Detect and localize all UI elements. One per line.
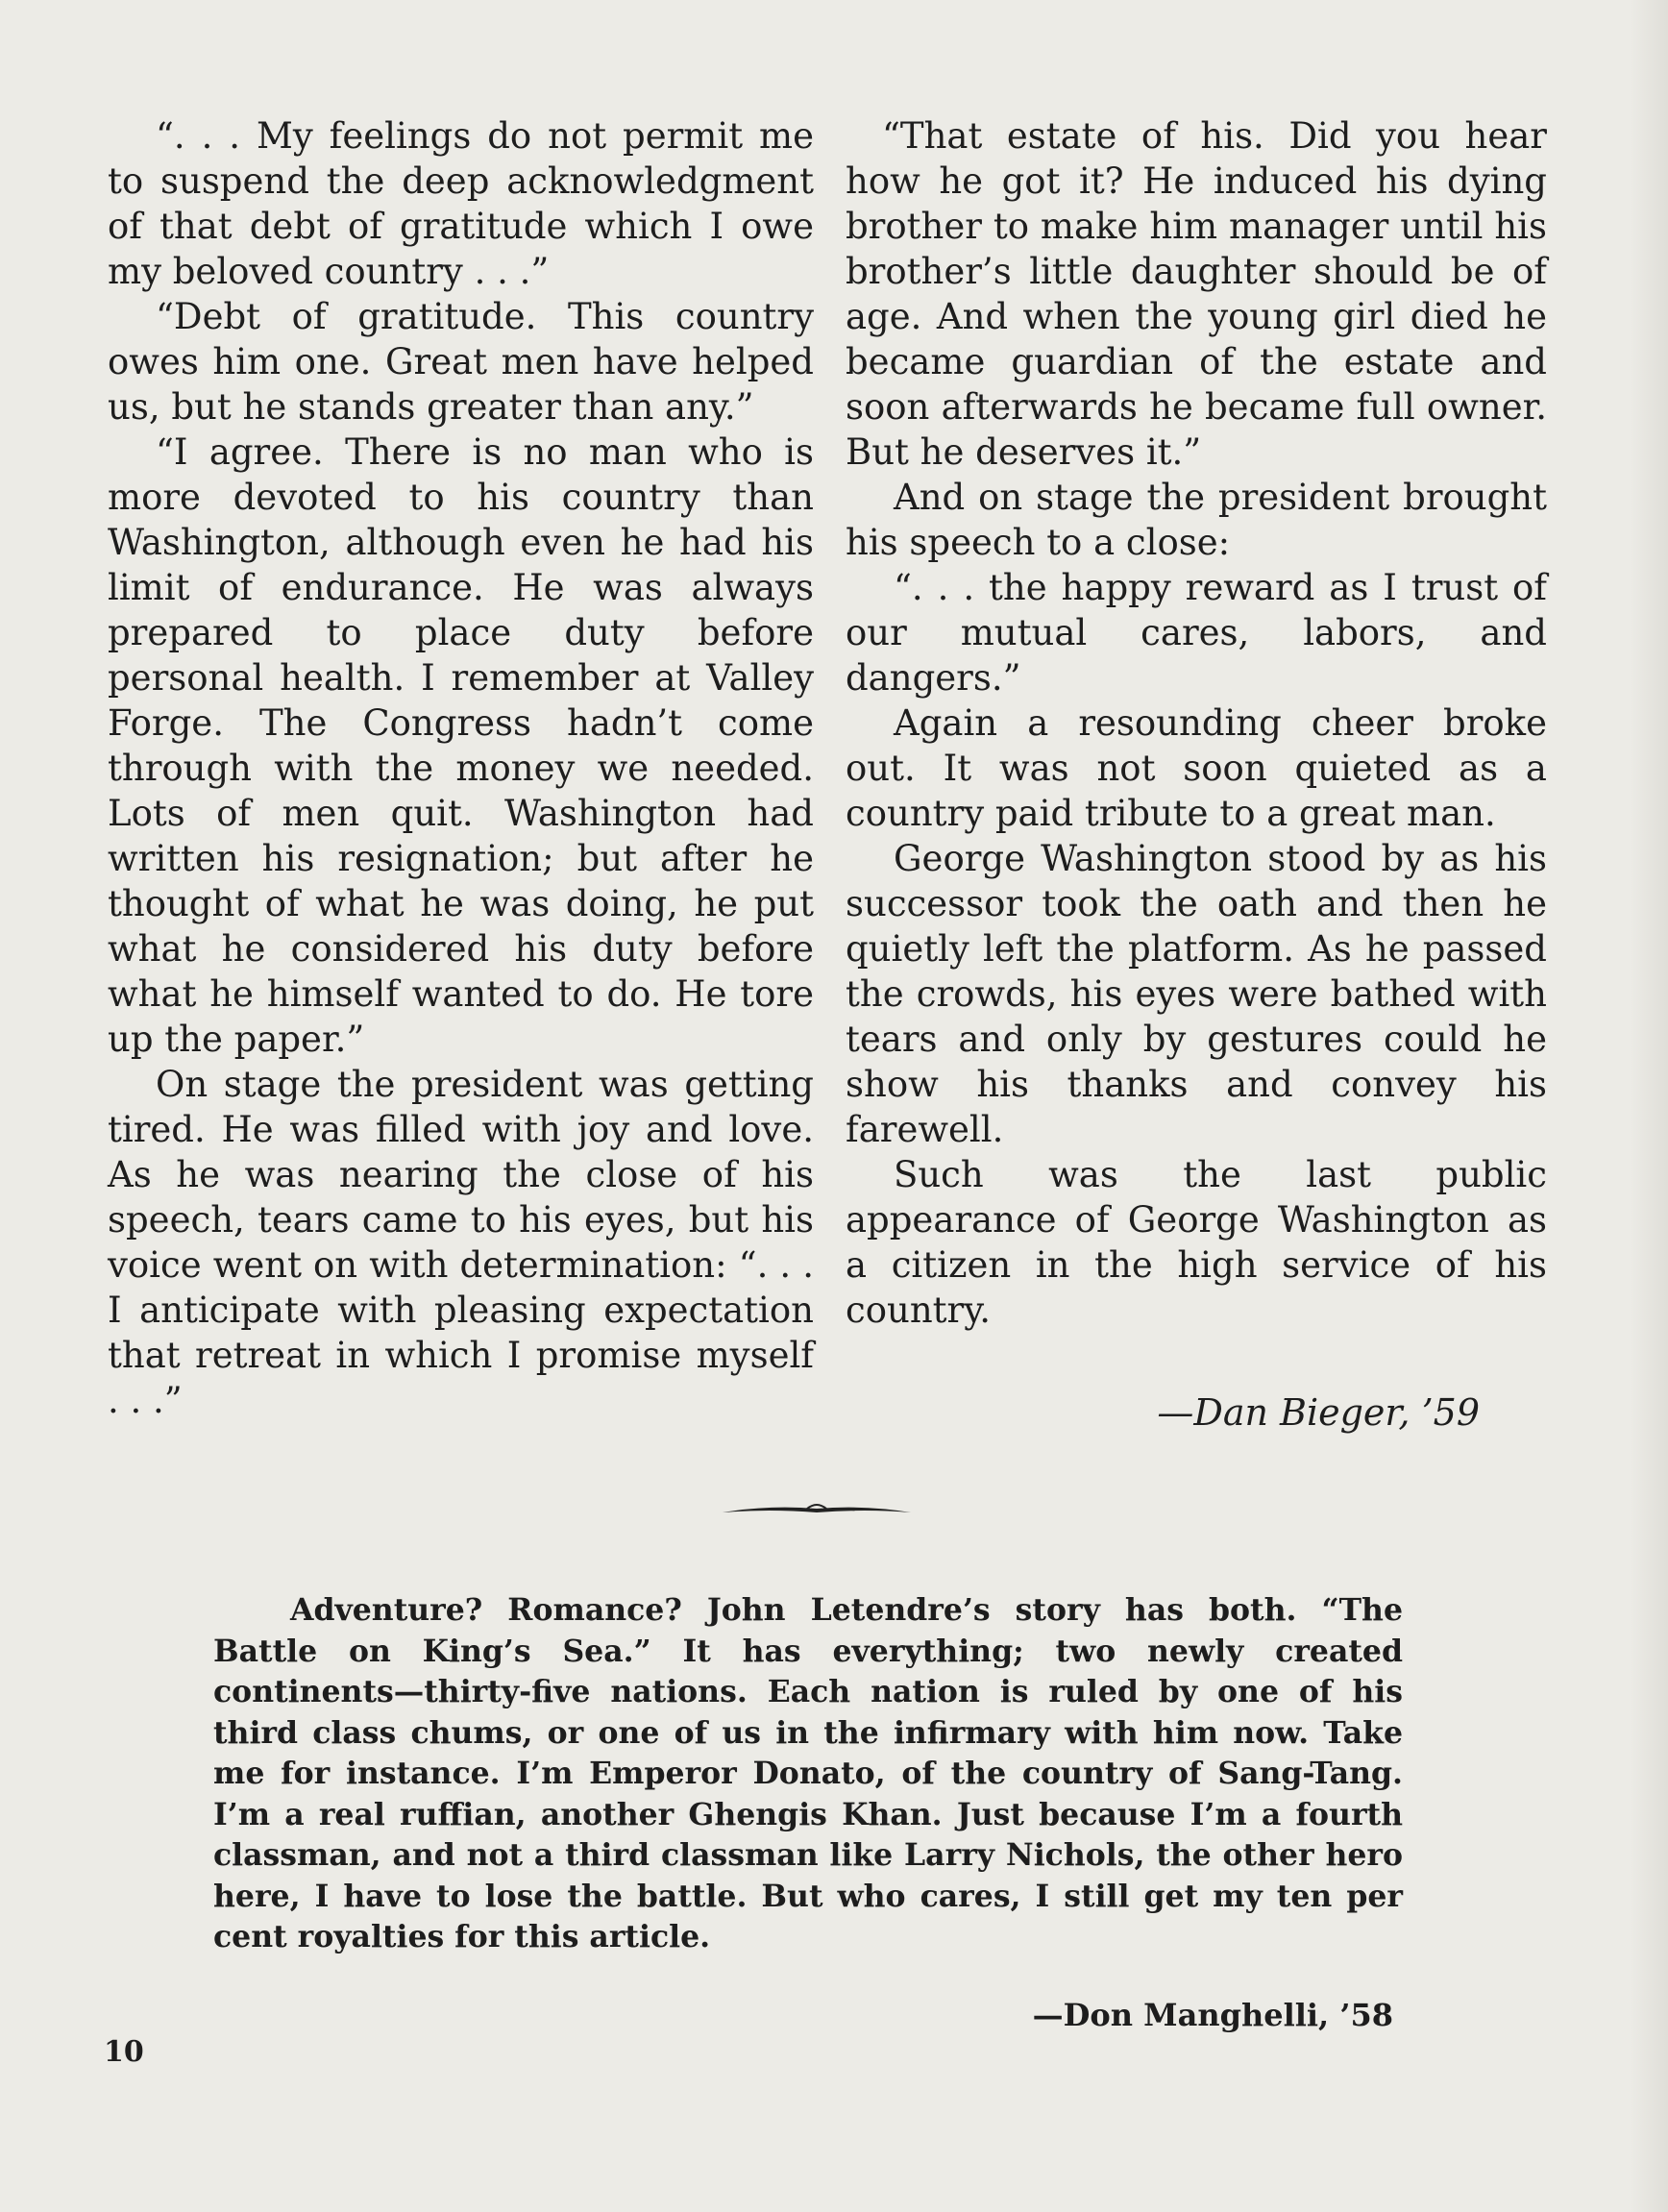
left-paragraph-1: “. . . My feelings do not permit me to suspend the deep acknowledgment of that debt of gratitude which I owe my beloved country . . .”: [108, 115, 814, 292]
right-column: [846, 113, 1547, 1333]
left-paragraph-2: “Debt of gratitude. This country owes him one. Great men have helped us, but he stands greater than any.”: [108, 296, 814, 428]
page-edge-shadow: [1630, 0, 1668, 2212]
section-divider-ornament: [721, 1499, 913, 1524]
right-paragraph-1: “That estate of his. Did you hear how he got it? He induced his dying brother to make him manager until his brother’s little daughter should be of age. And when the young girl died he became guardian of the estate and soon afterwards he became full owner. But he deserves it.”: [846, 115, 1547, 473]
left-paragraph-3: “I agree. There is no man who is more devoted to his country than Washington, although even he had his limit of endurance. He was always prepared to place duty before personal health. I remember at Valley Forge. The Congress hadn’t come through with the money we needed. Lots of men quit. Washington had written his resignation; but after he thought of what he was doing, he put what he considered his duty before what he himself wanted to do. He tore up the paper.”: [108, 431, 814, 1060]
right-paragraph-6: Such was the last public appearance of George Washington as a citizen in the high service of his country.: [846, 1154, 1547, 1331]
right-paragraph-4: Again a resounding cheer broke out. It was not soon quieted as a country paid tribute to a great man.: [846, 702, 1547, 834]
blurb-byline: —Don Manghelli, ’58: [1032, 1997, 1393, 2033]
page-number: 10: [104, 2035, 144, 2069]
right-paragraph-5: George Washington stood by as his successor took the oath and then he quietly left the platform. As he passed the crowds, his eyes were bathed with tears and only by gestures could he show his thanks and convey his farewell.: [846, 838, 1547, 1150]
right-paragraph-3: “. . . the happy reward as I trust of our mutual cares, labors, and dangers.”: [846, 567, 1547, 699]
right-paragraph-2: And on stage the president brought his speech to a close:: [846, 477, 1547, 563]
feature-blurb: Adventure? Romance? John Letendre’s story has both. “The Battle on King’s Sea.” It has everything; two newly created continents—thirty-five nations. Each nation is ruled by one of his third class chums, or one of us in the infirmary with him now. Take me for instance. I’m Emperor Donato, of the country of Sang-Tang. I’m a real ruffian, another Ghengis Khan. Just because I’m a fourth classman, and not a third classman like Larry Nichols, the other hero here, I have to lose the battle. But who cares, I still get my ten per cent royalties for this article.: [213, 1592, 1403, 1954]
left-column: [108, 113, 814, 1423]
story-byline: —Dan Bieger, ’59: [1157, 1391, 1480, 1434]
left-paragraph-4: On stage the president was getting tired. He was filled with joy and love. As he was nearing the close of his speech, tears came to his eyes, but his voice went on with determination: “. . . I anticipate with pleasing expectation that retreat in which I promise myself . . .”: [108, 1064, 814, 1421]
